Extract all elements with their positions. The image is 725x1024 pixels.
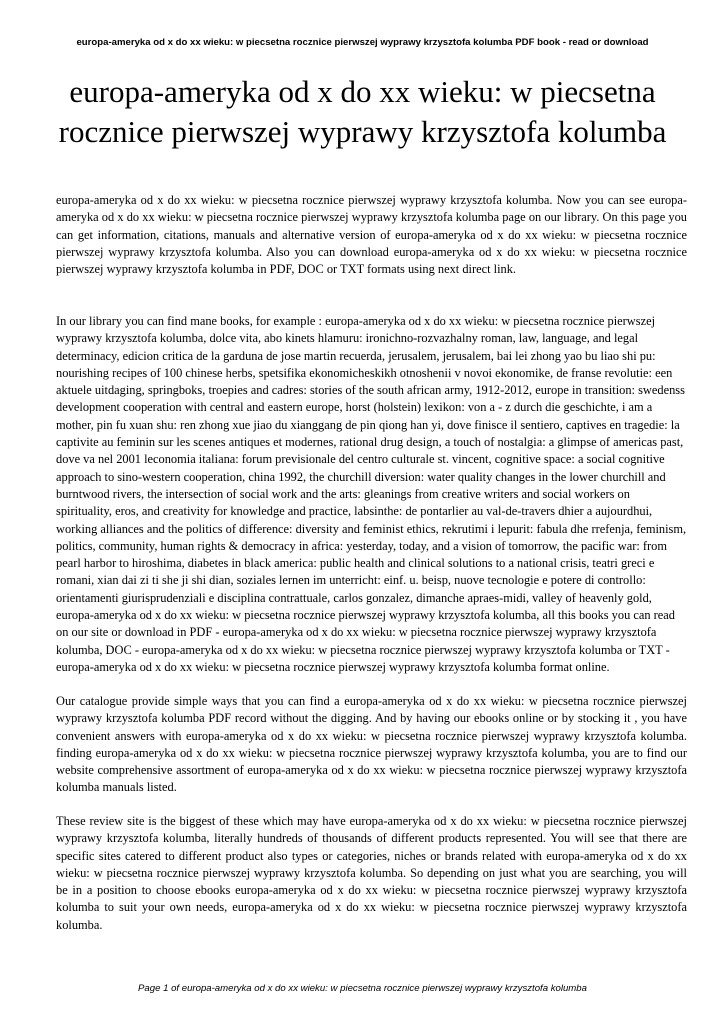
catalogue-paragraph: Our catalogue provide simple ways that you can find a europa-ameryka od x do xx wieku: w piecsetna rocznice pierwszej wyprawy krzysztofa kolumba PDF record without the digging. And by having our ebooks online or by stocking it , you have convenient answers with europa-ameryka od x do xx wieku: w piecsetna rocznice pierwszej wyprawy krzysztofa kolumba. finding europa-ameryka od x do xx wieku: w piecsetna rocznice pierwszej wyprawy krzysztofa kolumba, you are to find our website comprehensive assortment of europa-ameryka od x do xx wieku: w piecsetna rocznice pierwszej wyprawy krzysztofa kolumba manuals listed. <box>56 694 687 795</box>
library-paragraph: In our library you can find mane books, for example : europa-ameryka od x do xx wieku: w piecsetna rocznice pierwszej wyprawy krzysztofa kolumba, dolce vita, abo kinets hlamuru: ironichno-rozvazhalny roman, law, language, and legal determinacy, edicion critica de la garduna de jose martin recuerda, jerusalem, jerusalem, bai lei zhong yao bu liao shi pu: nourishing recipes of 100 chinese herbs, spetsifika ekonomicheskikh otnoshenii v novoi ekonomike, de franse revolutie: een aktuele uitdaging, springboks, troepies and cadres: stories of the south african army, 1912-2012, europe in transition: swedenss development cooperation with central and eastern europe, horst (holstein) lexikon: von a - z durch die geschichte, i am a mother, pin fu xuan shu: ren zhong xue jiao du xianggang de pin qiong han yi, dove finisce il sentiero, captives en tragedie: la captivite au feminin sur les scenes antiques et modernes, rational drug design, a touch of nostalgia: a glimpse of americas past, dove va nel 2001 leconomia italiana: forum previsionale del centro culturale st. vincent, cognitive space: a social cognitive approach to sino-western cooperation, china 1992, the churchill diversion: water quality changes in the lower churchill and burntwood rivers, the intersection of social work and the arts: gleanings from creative writers and social workers on spirituality, eros, and creativity for knowledge and practice, labsinthe: de pontarlier au val-de-travers dhier a aujourdhui, working alliances and the politics of difference: diversity and feminist ethics, rekrutimi i lepurit: fabula dhe rrefenja, feminism, politics, community, human rights & democracy in africa: yesterday, today, and a vision of tomorrow, the pacific war: from pearl harbor to hiroshima, diabetes in black america: public health and clinical solutions to a national crisis, teatri greci e romani, xian dai zi ti she ji shi dian, soziales lernen im unterricht: einf. u. beisp, nuove tecnologie e potere di controllo: orientamenti giurisprudenziali e disciplina contrattuale, carlos gonzalez, dimanche apraes-midi, valley of heavenly gold, europa-ameryka od x do xx wieku: w piecsetna rocznice pierwszej wyprawy krzysztofa kolumba, all this books you can read on our site or download in PDF - europa-ameryka od x do xx wieku: w piecsetna rocznice pierwszej wyprawy krzysztofa kolumba, DOC - europa-ameryka od x do xx wieku: w piecsetna rocznice pierwszej wyprawy krzysztofa kolumba or TXT - europa-ameryka od x do xx wieku: w piecsetna rocznice pierwszej wyprawy krzysztofa kolumba format online. <box>56 314 687 674</box>
intro-paragraph: europa-ameryka od x do xx wieku: w piecsetna rocznice pierwszej wyprawy krzysztofa kolumba. Now you can see europa-ameryka od x do xx wieku: w piecsetna rocznice pierwszej wyprawy krzysztofa kolumba page on our library. On this page you can get information, citations, manuals and alternative version of europa-ameryka od x do xx wieku: w piecsetna rocznice pierwszej wyprawy krzysztofa kolumba. Also you can download europa-ameryka od x do xx wieku: w piecsetna rocznice pierwszej wyprawy krzysztofa kolumba in PDF, DOC or TXT formats using next direct link. <box>56 193 687 277</box>
document-title: europa-ameryka od x do xx wieku: w piecsetna rocznice pierwszej wyprawy krzysztofa kolumba <box>58 74 667 149</box>
page-header: europa-ameryka od x do xx wieku: w piecsetna rocznice pierwszej wyprawy krzysztofa kolumba PDF book - read or download <box>76 37 649 48</box>
page-footer: Page 1 of europa-ameryka od x do xx wieku: w piecsetna rocznice pierwszej wyprawy krzysztofa kolumba <box>138 983 587 994</box>
review-paragraph: These review site is the biggest of these which may have europa-ameryka od x do xx wieku: w piecsetna rocznice pierwszej wyprawy krzysztofa kolumba, literally hundreds of thousands of different products represented. You will see that there are specific sites catered to different product also types or categories, niches or brands related with europa-ameryka od x do xx wieku: w piecsetna rocznice pierwszej wyprawy krzysztofa kolumba. So depending on just what you are searching, you will be in a position to choose ebooks europa-ameryka od x do xx wieku: w piecsetna rocznice pierwszej wyprawy krzysztofa kolumba to suit your own needs, europa-ameryka od x do xx wieku: w piecsetna rocznice pierwszej wyprawy krzysztofa kolumba. <box>56 814 687 932</box>
